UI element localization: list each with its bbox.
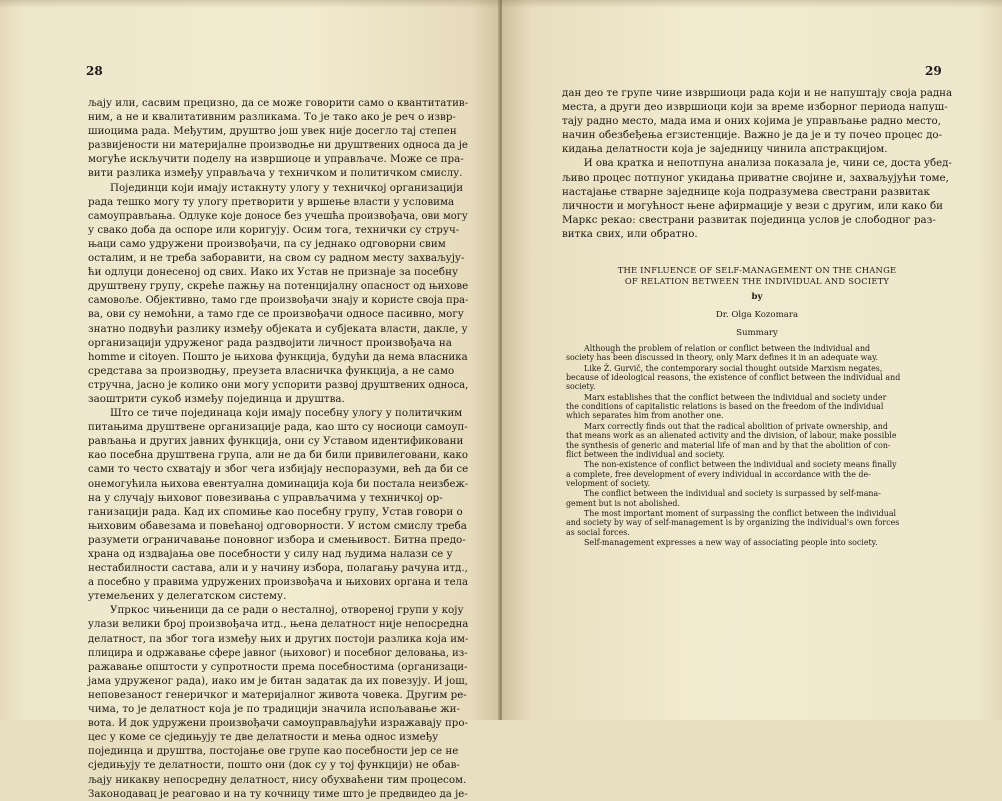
summary-paragraph xyxy=(566,344,950,363)
text-line: а посебно у правима удружених произвођача и њихових органа и тела xyxy=(88,576,469,589)
text-line: рада тешко могу ту улогу претворити у вршење власти у условима xyxy=(88,195,455,208)
text-line: чима, то је делатност која је по традицији значила испољавање жи- xyxy=(88,703,461,716)
text-line: друштвену групу, скреће пажњу на потенцијалну опасност од њихове xyxy=(88,280,469,293)
article-title-line-2: OF RELATION BETWEEN THE INDIVIDUAL AND SOCIETY xyxy=(624,276,890,286)
text-line: у свако доба да оспоре или коригују. Осим тога, технички су струч- xyxy=(88,223,460,236)
summary-heading: Summary xyxy=(736,328,778,338)
text-line: дан део те групе чине извршиоци рада који и не напуштају своја радна xyxy=(562,87,953,99)
summary-line: gement but is not abolished. xyxy=(566,498,680,508)
summary-line: that means work as an alienated activity and the division, of labour, make possible xyxy=(566,431,897,441)
summary-line: velopment of society. xyxy=(566,478,651,488)
text-line: шиоцима рада. Међутим, друштво још увек није досегло тај степен xyxy=(88,125,457,138)
summary-line: as social forces. xyxy=(566,527,630,537)
text-line: Законодавац је реаговао и на ту кочницу тиме што је предвидео да је- xyxy=(88,787,468,800)
text-line: цес у коме се сједињују те две делатности и мења однос између xyxy=(88,731,439,744)
text-line: јама удруженог рада), иако им је битан задатак да их повезују. И још, xyxy=(88,674,468,687)
summary-line: The non-existence of conflict between the individual and society means finally xyxy=(584,460,897,470)
text-line: њиховим обавезама и повећаној одговорности. У истом смислу треба xyxy=(88,519,467,532)
summary-line: and society by way of self-management is by organizing the individual's own forces xyxy=(566,518,900,528)
summary-paragraph xyxy=(566,460,950,488)
text-line: Маркс рекао: свестрани развитак појединца услов је слободног раз- xyxy=(562,213,936,226)
text-line: ним, а не и квалитативним разликама. То је тако ако је реч о извр- xyxy=(88,111,456,124)
text-line: организацији удруженог рада раздвојити личност произвођача на xyxy=(88,336,452,349)
summary-line: The conflict between the individual and society is surpassed by self-mana- xyxy=(584,489,881,499)
text-line: као посебна друштвена група, али не да би били привилеговани, како xyxy=(88,449,468,462)
text-line: развијености ни материјалне производње ни друштвених односа да је xyxy=(88,139,468,152)
text-line: И ова кратка и непотпуна анализа показала је, чини се, доста убед- xyxy=(583,157,952,170)
page-number-left: 28 xyxy=(86,64,103,78)
summary-line: Like Ž. Gurvič, the contemporary social thought outside Marxism negates, xyxy=(584,363,883,373)
article-title-line-1: THE INFLUENCE OF SELF-MANAGEMENT ON THE CHANGE xyxy=(617,265,897,275)
text-line: Упркос чињеници да се ради о несталној, отвореној групи у коју xyxy=(110,604,464,617)
text-line: љају никакву непосредну делатност, нису обухваћени тим процесом. xyxy=(88,773,467,786)
summary-line: Marx correctly finds out that the radical abolition of private ownership, and xyxy=(584,421,888,431)
summary-body xyxy=(566,344,950,549)
text-line: рављања и других јавних функција, они су Уставом идентификовани xyxy=(88,435,464,448)
text-line: настајање стварне заједнице која подразумева свестрани развитак xyxy=(562,185,930,198)
text-line: појединца и друштва, постојање ове групе као посебности јер се не xyxy=(88,745,459,758)
text-line: могуће искључити поделу на извршиоце и управљаче. Може се пра- xyxy=(88,153,464,166)
left-page xyxy=(0,0,500,800)
text-line: нестабилности састава, али и у начину избора, полагању рачуна итд., xyxy=(88,562,468,575)
text-line: homme и citoyen. Пошто је њихова функција, будући да нема власника xyxy=(88,350,468,363)
summary-paragraph xyxy=(566,393,950,421)
text-line: стручна, јасно је колико они могу успорити развој друштвених односа, xyxy=(88,378,469,391)
text-line: самоуправљања. Одлуке које доносе без учешћа произвођача, ови могу xyxy=(88,209,468,222)
summary-paragraph xyxy=(566,364,950,392)
right-page-body-text xyxy=(562,86,952,241)
article-by: by xyxy=(751,292,763,302)
text-line: улази велики број произвођача итд., њена делатност није непосредна xyxy=(88,618,469,631)
summary-line: Self-management expresses a new way of associating people into society. xyxy=(584,538,878,548)
summary-paragraph xyxy=(566,489,950,508)
text-line: на у случају њиховог повезивања с управљачима у техничкој ор- xyxy=(88,491,443,504)
summary-paragraph xyxy=(566,422,950,459)
summary-line: flict between the individual and society. xyxy=(566,449,725,459)
text-line: осталим, и не треба заборавити, на свом су радном месту захваљују- xyxy=(88,252,465,265)
text-line: заоштрити сукоб између појединца и друштва. xyxy=(88,392,345,405)
summary-line: the conditions of capitalistic relations is based on the freedom of the individual xyxy=(566,402,884,412)
page-number-right: 29 xyxy=(925,64,942,78)
text-line: ражавање општости у супротности према посебностима (организаци- xyxy=(88,660,468,673)
article-title xyxy=(562,265,952,287)
top-edge-shadow xyxy=(0,0,1002,8)
text-line: вота. И док удружени произвођачи самоуправљајући изражавају про- xyxy=(88,717,468,730)
text-line: тају радно место, мада има и оних којима је управљање радно место, xyxy=(562,115,942,128)
text-line: утемељених у делегатском систему. xyxy=(88,590,287,603)
text-line: витка свих, или обратно. xyxy=(562,227,698,240)
summary-line: which separates him from another one. xyxy=(566,411,724,421)
text-line: ва, ови су немоћни, а тамо где се произвођачи односе пасивно, могу xyxy=(88,308,464,321)
text-line: Што се тиче појединаца који имају посебну улогу у политичким xyxy=(110,407,463,420)
text-line: ганизацији рада. Кад их спомиње као посебну групу, Устав говори о xyxy=(88,505,463,518)
text-line: љиво процес потпуног укидања приватне својине и, захваљујући томе, xyxy=(562,171,949,184)
text-line: разумети ограничавање поновног избора и смењивост. Битна предо- xyxy=(88,533,466,546)
text-line: љају или, сасвим прецизно, да се може говорити само о квантитатив- xyxy=(88,97,469,109)
text-line: делатност, па због тога између њих и других постоји разлика која им- xyxy=(88,632,469,645)
text-line: знатно подвући разлику између објеката и субјеката власти, дакле, у xyxy=(88,322,468,335)
text-line: кидања делатности која је заједницу чинила апстракцијом. xyxy=(562,143,888,156)
summary-line: Marx establishes that the conflict between the individual and society under xyxy=(584,392,887,402)
text-line: начин обезбеђења егзистенције. Важно је да је и ту почео процес до- xyxy=(562,129,943,142)
text-line: личности и могућност њене афирмације у вези с другим, или како би xyxy=(562,199,944,212)
summary-line: the synthesis of generic and material life of man and by that the abolition of con- xyxy=(566,440,891,450)
text-line: њаци само удружени произвођачи, па су једнако одговорни свим xyxy=(88,237,446,250)
text-line: неповезаност генеричког и материјалног живота човека. Другим ре- xyxy=(88,688,467,701)
summary-line: The most important moment of surpassing the conflict between the individual xyxy=(584,509,897,519)
text-line: сједињују те делатности, пошто они (док су у тој функцији) не обав- xyxy=(88,759,460,772)
text-line: плицира и одржавање сфере јавног (њиховог) и посебног деловања, из- xyxy=(88,646,468,659)
summary-line: society. xyxy=(566,382,596,392)
summary-line: Although the problem of relation or conflict between the individual and xyxy=(584,344,871,353)
summary-paragraph xyxy=(566,509,950,537)
left-page-body-text xyxy=(88,96,468,801)
text-line: сами то често схватају и због чега избијају неспоразуми, већ да би се xyxy=(88,463,469,476)
text-line: средстава за производњу, преузета власничка функција, а не само xyxy=(88,364,455,377)
text-line: Појединци који имају истакнуту улогу у техничкој организацији xyxy=(110,181,464,194)
summary-line: society has been discussed in theory, only Marx defines it in an adequate way. xyxy=(566,353,879,363)
article-author: Dr. Olga Kozomara xyxy=(715,310,799,320)
text-line: места, а други део извршиоци који за време изборног периода напуш- xyxy=(562,101,948,114)
summary-line: because of ideological reasons, the existence of conflict between the individual and xyxy=(566,373,901,383)
text-line: ћи одлуци донесеној од свих. Иако их Устав не признаје за посебну xyxy=(88,266,459,279)
text-line: самовоље. Објективно, тамо где произвођачи знају и користе своја пра- xyxy=(88,294,469,307)
text-line: онемогућила њихова евентуална доминација која би постала неизбеж- xyxy=(88,477,469,490)
text-line: храна од издвајања ове посебности у силу над људима налази се у xyxy=(88,548,453,560)
summary-line: a complete, free development of every individual in accordance with the de- xyxy=(566,469,871,479)
text-line: вити разлика између управљача у техничком и политичком смислу. xyxy=(88,167,463,180)
summary-paragraph xyxy=(566,538,950,547)
text-line: питањима друштвене организације рада, као што су носиоци самоуп- xyxy=(88,421,468,434)
